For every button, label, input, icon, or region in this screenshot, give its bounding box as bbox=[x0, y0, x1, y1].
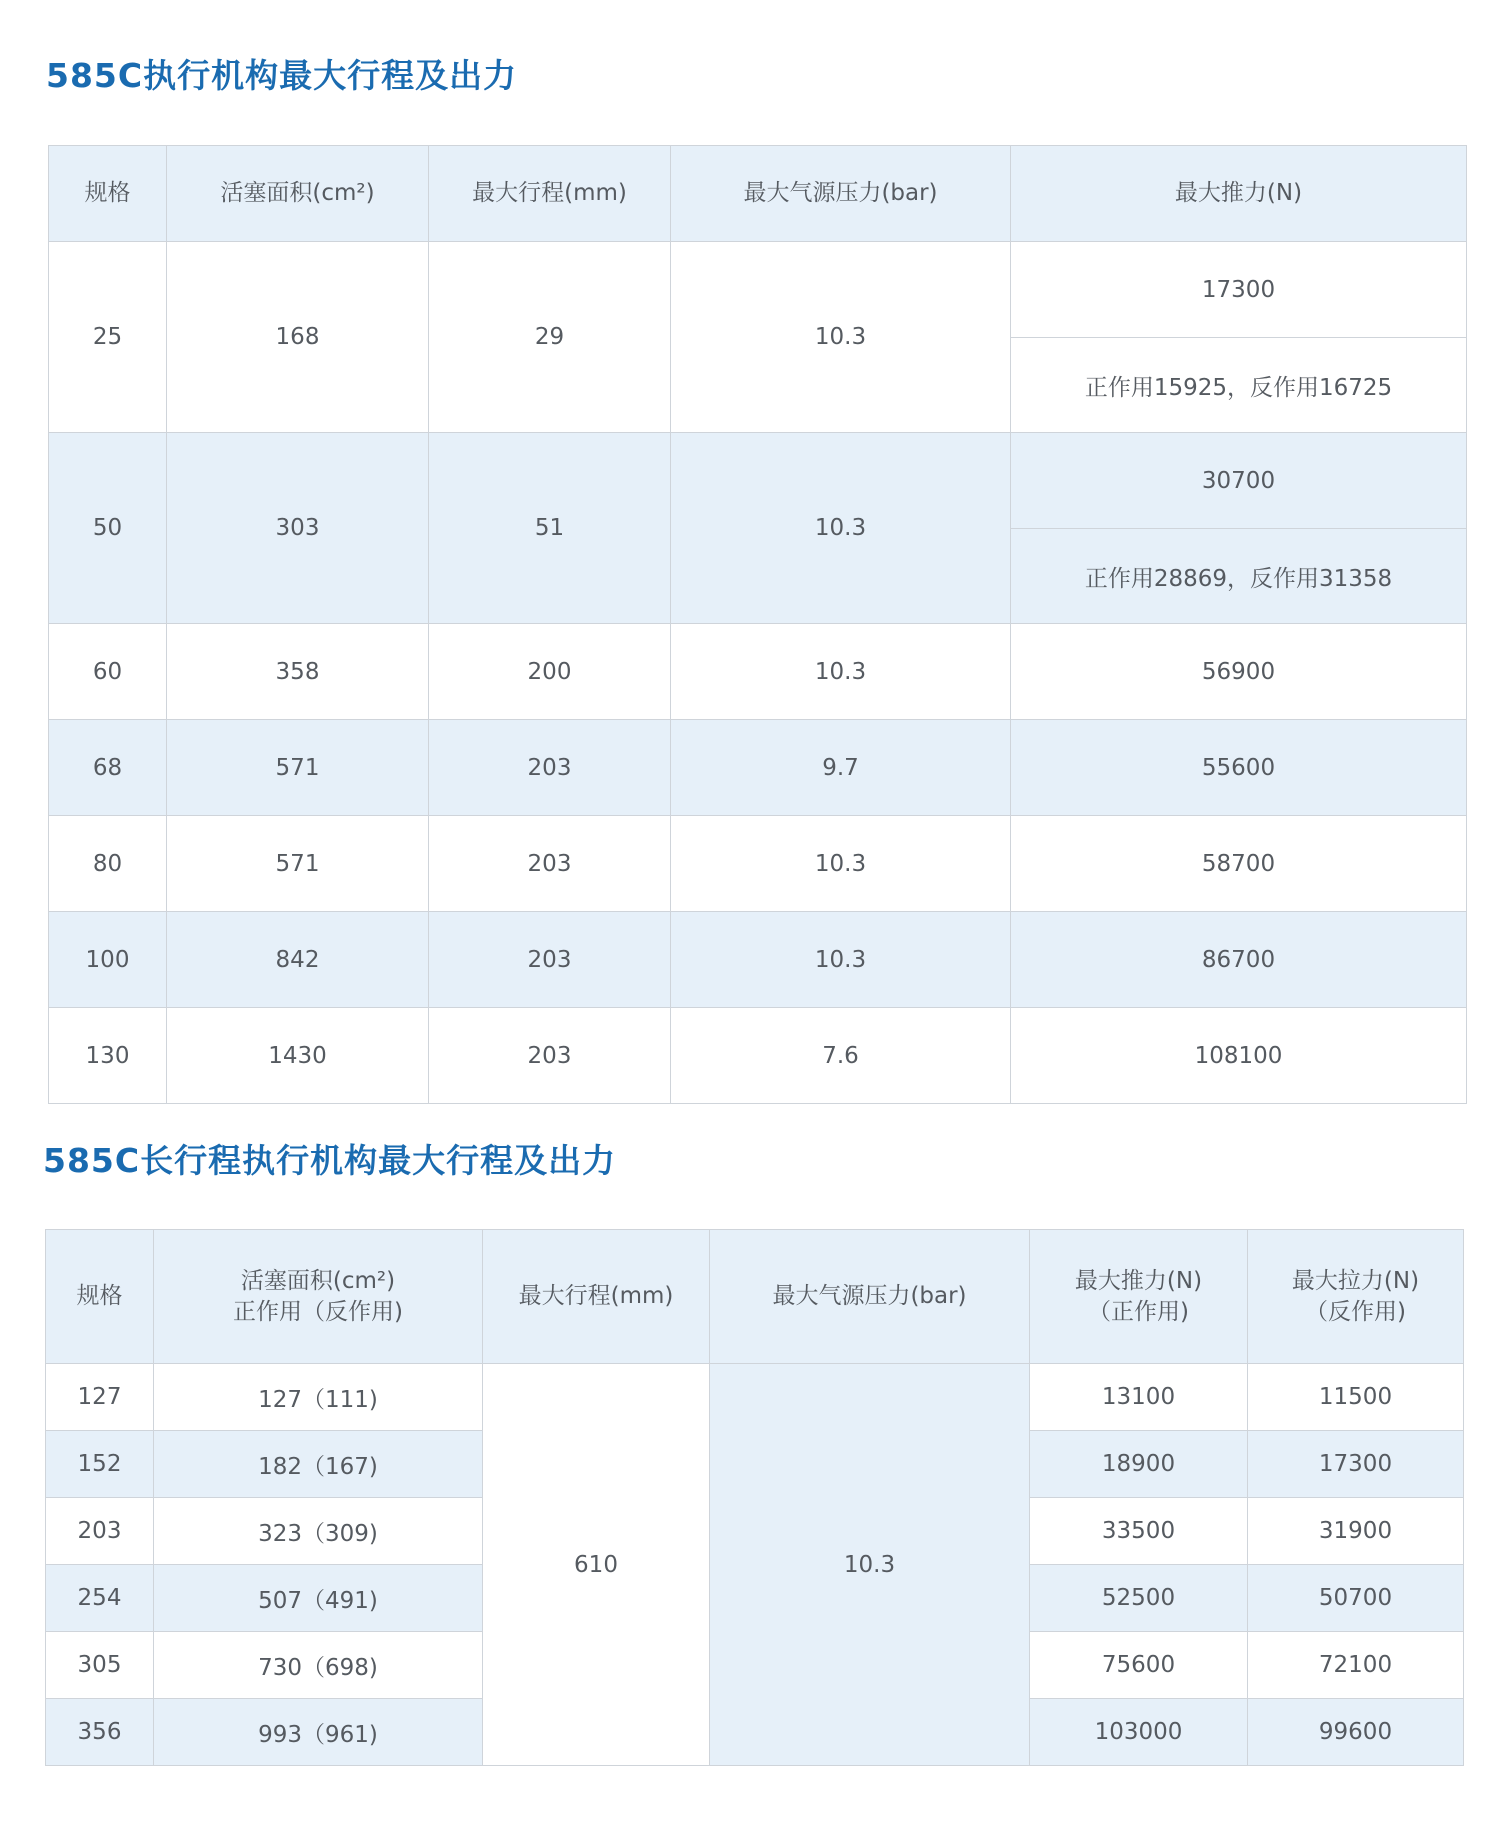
header-max-pull bbox=[1248, 1230, 1464, 1364]
cell-stroke: 203 bbox=[429, 816, 671, 912]
cell-stroke: 610 bbox=[483, 1364, 710, 1766]
cell-spec: 60 bbox=[49, 624, 167, 720]
cell-area: 571 bbox=[167, 816, 429, 912]
cell-stroke: 203 bbox=[429, 720, 671, 816]
cell-spec: 80 bbox=[49, 816, 167, 912]
header-max-pull-line1: 最大拉力(N) bbox=[1291, 1267, 1420, 1294]
cell-thrust: 33500 bbox=[1030, 1498, 1248, 1565]
table-row bbox=[46, 1364, 1464, 1431]
cell-area: 303 bbox=[167, 433, 429, 624]
cell-stroke: 200 bbox=[429, 624, 671, 720]
cell-thrust: 103000 bbox=[1030, 1699, 1248, 1766]
header-max-stroke: 最大行程(mm) bbox=[429, 146, 671, 242]
cell-spec: 127 bbox=[46, 1364, 154, 1431]
cell-spec: 152 bbox=[46, 1431, 154, 1498]
cell-pressure: 10.3 bbox=[671, 624, 1011, 720]
table-row bbox=[49, 1008, 1467, 1104]
header-max-thrust: 最大推力(N) bbox=[1011, 146, 1467, 242]
header-max-thrust-line2: （正作用) bbox=[1088, 1298, 1189, 1325]
cell-thrust: 86700 bbox=[1011, 912, 1467, 1008]
cell-stroke: 29 bbox=[429, 242, 671, 433]
cell-spec: 356 bbox=[46, 1699, 154, 1766]
actuator-stroke-thrust-table bbox=[48, 145, 1467, 1104]
table1-title: 585C执行机构最大行程及出力 bbox=[46, 56, 518, 95]
cell-pressure: 10.3 bbox=[710, 1364, 1030, 1766]
cell-thrust: 56900 bbox=[1011, 624, 1467, 720]
cell-pull: 17300 bbox=[1248, 1431, 1464, 1498]
header-piston-area bbox=[154, 1230, 483, 1364]
header-piston-area-line2: 正作用（反作用) bbox=[233, 1298, 403, 1325]
cell-pull: 50700 bbox=[1248, 1565, 1464, 1632]
cell-area: 993（961) bbox=[154, 1699, 483, 1766]
cell-thrust: 30700 bbox=[1011, 433, 1467, 529]
cell-thrust: 75600 bbox=[1030, 1632, 1248, 1699]
table-header-row bbox=[49, 146, 1467, 242]
cell-spec: 68 bbox=[49, 720, 167, 816]
table2-title: 585C长行程执行机构最大行程及出力 bbox=[43, 1141, 617, 1180]
cell-spec: 305 bbox=[46, 1632, 154, 1699]
cell-pressure: 10.3 bbox=[671, 912, 1011, 1008]
cell-area: 182（167) bbox=[154, 1431, 483, 1498]
cell-stroke: 203 bbox=[429, 912, 671, 1008]
cell-pressure: 10.3 bbox=[671, 816, 1011, 912]
cell-pull: 99600 bbox=[1248, 1699, 1464, 1766]
cell-pressure: 7.6 bbox=[671, 1008, 1011, 1104]
header-piston-area: 活塞面积(cm²) bbox=[167, 146, 429, 242]
table-header-row bbox=[46, 1230, 1464, 1364]
cell-area: 571 bbox=[167, 720, 429, 816]
cell-stroke: 51 bbox=[429, 433, 671, 624]
cell-pressure: 10.3 bbox=[671, 433, 1011, 624]
cell-spec: 50 bbox=[49, 433, 167, 624]
table-row bbox=[49, 624, 1467, 720]
table-row bbox=[49, 433, 1467, 529]
header-piston-area-line1: 活塞面积(cm²) bbox=[240, 1267, 396, 1294]
table-row bbox=[49, 242, 1467, 338]
cell-thrust: 58700 bbox=[1011, 816, 1467, 912]
cell-spec: 25 bbox=[49, 242, 167, 433]
cell-thrust: 108100 bbox=[1011, 1008, 1467, 1104]
cell-area: 842 bbox=[167, 912, 429, 1008]
cell-thrust-detail: 正作用28869，反作用31358 bbox=[1011, 529, 1467, 624]
cell-area: 730（698) bbox=[154, 1632, 483, 1699]
cell-thrust: 13100 bbox=[1030, 1364, 1248, 1431]
table-row bbox=[49, 912, 1467, 1008]
cell-thrust: 17300 bbox=[1011, 242, 1467, 338]
cell-area: 168 bbox=[167, 242, 429, 433]
cell-pressure: 10.3 bbox=[671, 242, 1011, 433]
header-max-pressure: 最大气源压力(bar) bbox=[710, 1230, 1030, 1364]
cell-pull: 72100 bbox=[1248, 1632, 1464, 1699]
cell-area: 323（309) bbox=[154, 1498, 483, 1565]
cell-spec: 130 bbox=[49, 1008, 167, 1104]
cell-thrust: 52500 bbox=[1030, 1565, 1248, 1632]
header-max-thrust-line1: 最大推力(N) bbox=[1074, 1267, 1203, 1294]
cell-pull: 11500 bbox=[1248, 1364, 1464, 1431]
cell-spec: 203 bbox=[46, 1498, 154, 1565]
cell-area: 358 bbox=[167, 624, 429, 720]
long-stroke-actuator-table bbox=[45, 1229, 1464, 1766]
cell-area: 127（111) bbox=[154, 1364, 483, 1431]
cell-thrust-detail: 正作用15925，反作用16725 bbox=[1011, 338, 1467, 433]
header-max-thrust bbox=[1030, 1230, 1248, 1364]
cell-area: 1430 bbox=[167, 1008, 429, 1104]
header-max-stroke: 最大行程(mm) bbox=[483, 1230, 710, 1364]
header-max-pressure: 最大气源压力(bar) bbox=[671, 146, 1011, 242]
cell-spec: 100 bbox=[49, 912, 167, 1008]
cell-pressure: 9.7 bbox=[671, 720, 1011, 816]
header-spec: 规格 bbox=[49, 146, 167, 242]
cell-stroke: 203 bbox=[429, 1008, 671, 1104]
cell-pull: 31900 bbox=[1248, 1498, 1464, 1565]
cell-area: 507（491) bbox=[154, 1565, 483, 1632]
cell-thrust: 18900 bbox=[1030, 1431, 1248, 1498]
cell-spec: 254 bbox=[46, 1565, 154, 1632]
header-max-pull-line2: （反作用) bbox=[1305, 1298, 1406, 1325]
table-row bbox=[49, 720, 1467, 816]
table-row bbox=[49, 816, 1467, 912]
header-spec: 规格 bbox=[46, 1230, 154, 1364]
cell-thrust: 55600 bbox=[1011, 720, 1467, 816]
